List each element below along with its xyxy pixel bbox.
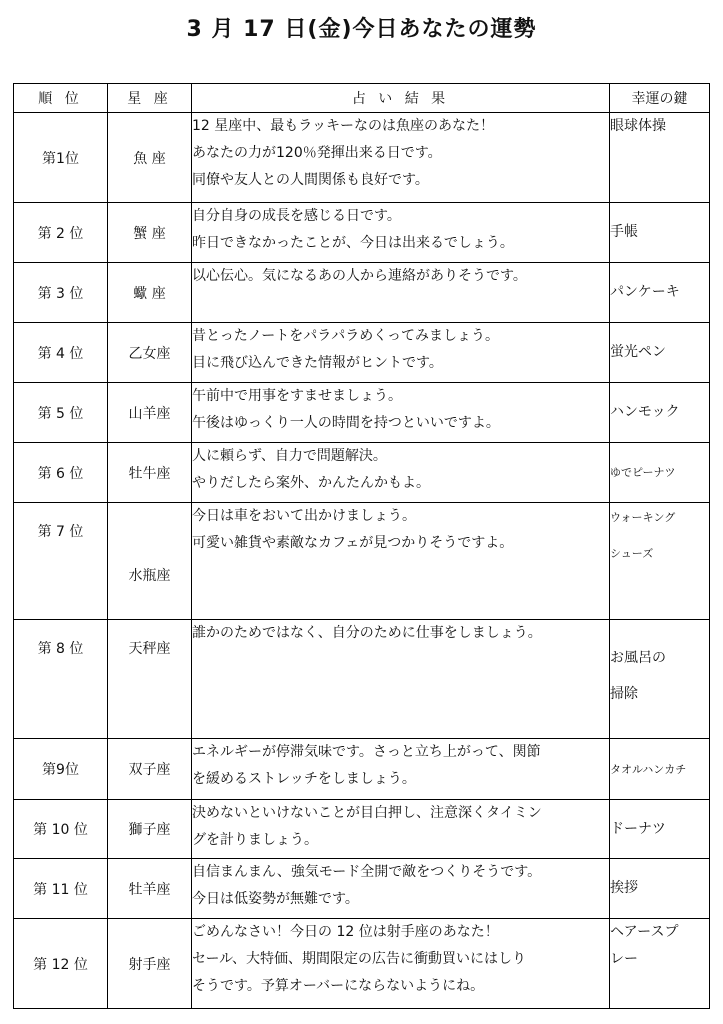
result-line: 以心伝心。気になるあの人から連絡がありそうです。: [192, 268, 527, 284]
result-line: を緩めるストレッチをしましょう。: [192, 771, 416, 787]
rank-cell: 第 2 位: [14, 203, 108, 263]
lucky-key-cell: [610, 323, 710, 383]
result-line: セール、大特価、期間限定の広告に衝動買いにはしり: [192, 951, 527, 967]
fortune-table: [13, 83, 710, 1009]
lucky-key-cell: [610, 859, 710, 919]
result-cell: [192, 383, 610, 443]
result-cell: [192, 620, 610, 739]
result-line: 昨日できなかったことが、今日は出来るでしょう。: [192, 235, 514, 251]
result-line: エネルギーが停滞気味です。さっと立ち上がって、関節: [192, 744, 541, 760]
lucky-key-cell: [610, 919, 710, 1009]
result-line: 昔とったノートをパラパラめくってみましょう。: [192, 328, 500, 344]
table-row: [14, 800, 710, 859]
sign-cell: 天秤座: [108, 620, 192, 739]
sign-cell: 射手座: [108, 919, 192, 1009]
lucky-key-text: ハンモック: [610, 404, 680, 420]
sign-cell: 山羊座: [108, 383, 192, 443]
lucky-key-text: 手帳: [610, 224, 638, 240]
lucky-key-cell: [610, 113, 710, 203]
result-cell: [192, 739, 610, 800]
sign-cell: 水瓶座: [108, 503, 192, 620]
table-row: [14, 113, 710, 203]
sign-cell: 獅子座: [108, 800, 192, 859]
rank-cell: 第 5 位: [14, 383, 108, 443]
sign-cell: 魚 座: [108, 113, 192, 203]
lucky-key-text: 蛍光ペン: [610, 344, 666, 360]
table-row: [14, 859, 710, 919]
lucky-key-text: お風呂の: [610, 650, 666, 666]
result-line: 今日は低姿勢が無難です。: [192, 891, 359, 907]
rank-cell: 第 4 位: [14, 323, 108, 383]
lucky-key-cell: [610, 443, 710, 503]
result-cell: [192, 263, 610, 323]
result-line: 自信まんまん、強気モード全開で敵をつくりそうです。: [192, 864, 542, 880]
result-line: そうです。予算オーバーにならないようにね。: [192, 978, 485, 994]
lucky-key-cell: [610, 739, 710, 800]
table-row: [14, 739, 710, 800]
result-cell: [192, 503, 610, 620]
lucky-key-cell: [610, 263, 710, 323]
table-row: [14, 919, 710, 1009]
rank-cell: 第 12 位: [14, 919, 108, 1009]
table-row: [14, 323, 710, 383]
result-line: 同僚や友人との人間関係も良好です。: [192, 172, 429, 188]
result-cell: [192, 919, 610, 1009]
table-body: [14, 113, 710, 1009]
rank-cell: 第9位: [14, 739, 108, 800]
lucky-key-text: 掃除: [610, 686, 638, 702]
lucky-key-cell: [610, 503, 710, 620]
result-cell: [192, 859, 610, 919]
sign-cell: 蠍 座: [108, 263, 192, 323]
result-line: 午後はゆっくり一人の時間を持つといいですよ。: [192, 415, 500, 431]
rank-cell: 第 11 位: [14, 859, 108, 919]
lucky-key-text: ドーナツ: [610, 820, 666, 837]
lucky-key-text: ゆでピーナツ: [610, 466, 676, 479]
lucky-key-cell: [610, 800, 710, 859]
lucky-key-cell: [610, 203, 710, 263]
result-line: 可愛い雑貨や素敵なカフェが見つかりそうですよ。: [192, 535, 514, 551]
rank-cell: 第1位: [14, 113, 108, 203]
lucky-key-text: タオルハンカチ: [610, 762, 687, 776]
table-row: [14, 263, 710, 323]
rank-cell: 第 3 位: [14, 263, 108, 323]
table-row: [14, 620, 710, 739]
lucky-key-text: シューズ: [610, 547, 654, 560]
lucky-key-text: パンケーキ: [610, 284, 680, 300]
result-line: 人に頼らず、自力で問題解決。: [192, 448, 387, 464]
lucky-key-cell: [610, 620, 710, 739]
lucky-key-cell: [610, 383, 710, 443]
lucky-key-text: 挨拶: [610, 880, 638, 896]
result-line: ごめんなさい！今日の 12 位は射手座のあなた！: [192, 924, 499, 940]
result-line: 決めないといけないことが目白押し、注意深くタイミン: [192, 805, 542, 821]
header-key: 幸運の鍵: [610, 84, 710, 113]
table-row: [14, 383, 710, 443]
result-cell: [192, 323, 610, 383]
result-cell: [192, 800, 610, 859]
rank-cell: 第 8 位: [14, 620, 108, 739]
rank-cell: 第 7 位: [14, 503, 108, 620]
result-line: 今日は車をおいて出かけましょう。: [192, 508, 416, 524]
sign-cell: 乙女座: [108, 323, 192, 383]
page-title: 3 月 17 日(金)今日あなたの運勢: [186, 17, 537, 42]
result-line: 12 星座中、最もラッキーなのは魚座のあなた！: [192, 118, 494, 134]
result-line: 誰かのためではなく、自分のために仕事をしましょう。: [192, 625, 542, 641]
result-line: 目に飛び込んできた情報がヒントです。: [192, 355, 443, 371]
lucky-key-text: 眼球体操: [610, 118, 666, 134]
sign-cell: 蟹 座: [108, 203, 192, 263]
result-cell: [192, 113, 610, 203]
lucky-key-text: ウォーキング: [610, 511, 676, 524]
table-row: [14, 203, 710, 263]
sign-cell: 牡牛座: [108, 443, 192, 503]
table-row: [14, 443, 710, 503]
rank-cell: 第 6 位: [14, 443, 108, 503]
result-line: 午前中で用事をすませましょう。: [192, 388, 402, 404]
result-line: 自分自身の成長を感じる日です。: [192, 208, 401, 224]
header-rank: 順 位: [14, 84, 108, 113]
result-line: グを計りましょう。: [192, 832, 318, 848]
lucky-key-text: レー: [610, 951, 638, 967]
result-line: やりだしたら案外、かんたんかもよ。: [192, 475, 430, 491]
result-line: あなたの力が120％発揮出来る日です。: [192, 145, 442, 161]
result-cell: [192, 203, 610, 263]
rank-cell: 第 10 位: [14, 800, 108, 859]
result-cell: [192, 443, 610, 503]
lucky-key-text: ヘアースプ: [610, 924, 679, 940]
header-result: 占 い 結 果: [192, 84, 610, 113]
sign-cell: 牡羊座: [108, 859, 192, 919]
header-sign: 星 座: [108, 84, 192, 113]
sign-cell: 双子座: [108, 739, 192, 800]
table-header-row: [14, 84, 710, 113]
table-row: [14, 503, 710, 620]
